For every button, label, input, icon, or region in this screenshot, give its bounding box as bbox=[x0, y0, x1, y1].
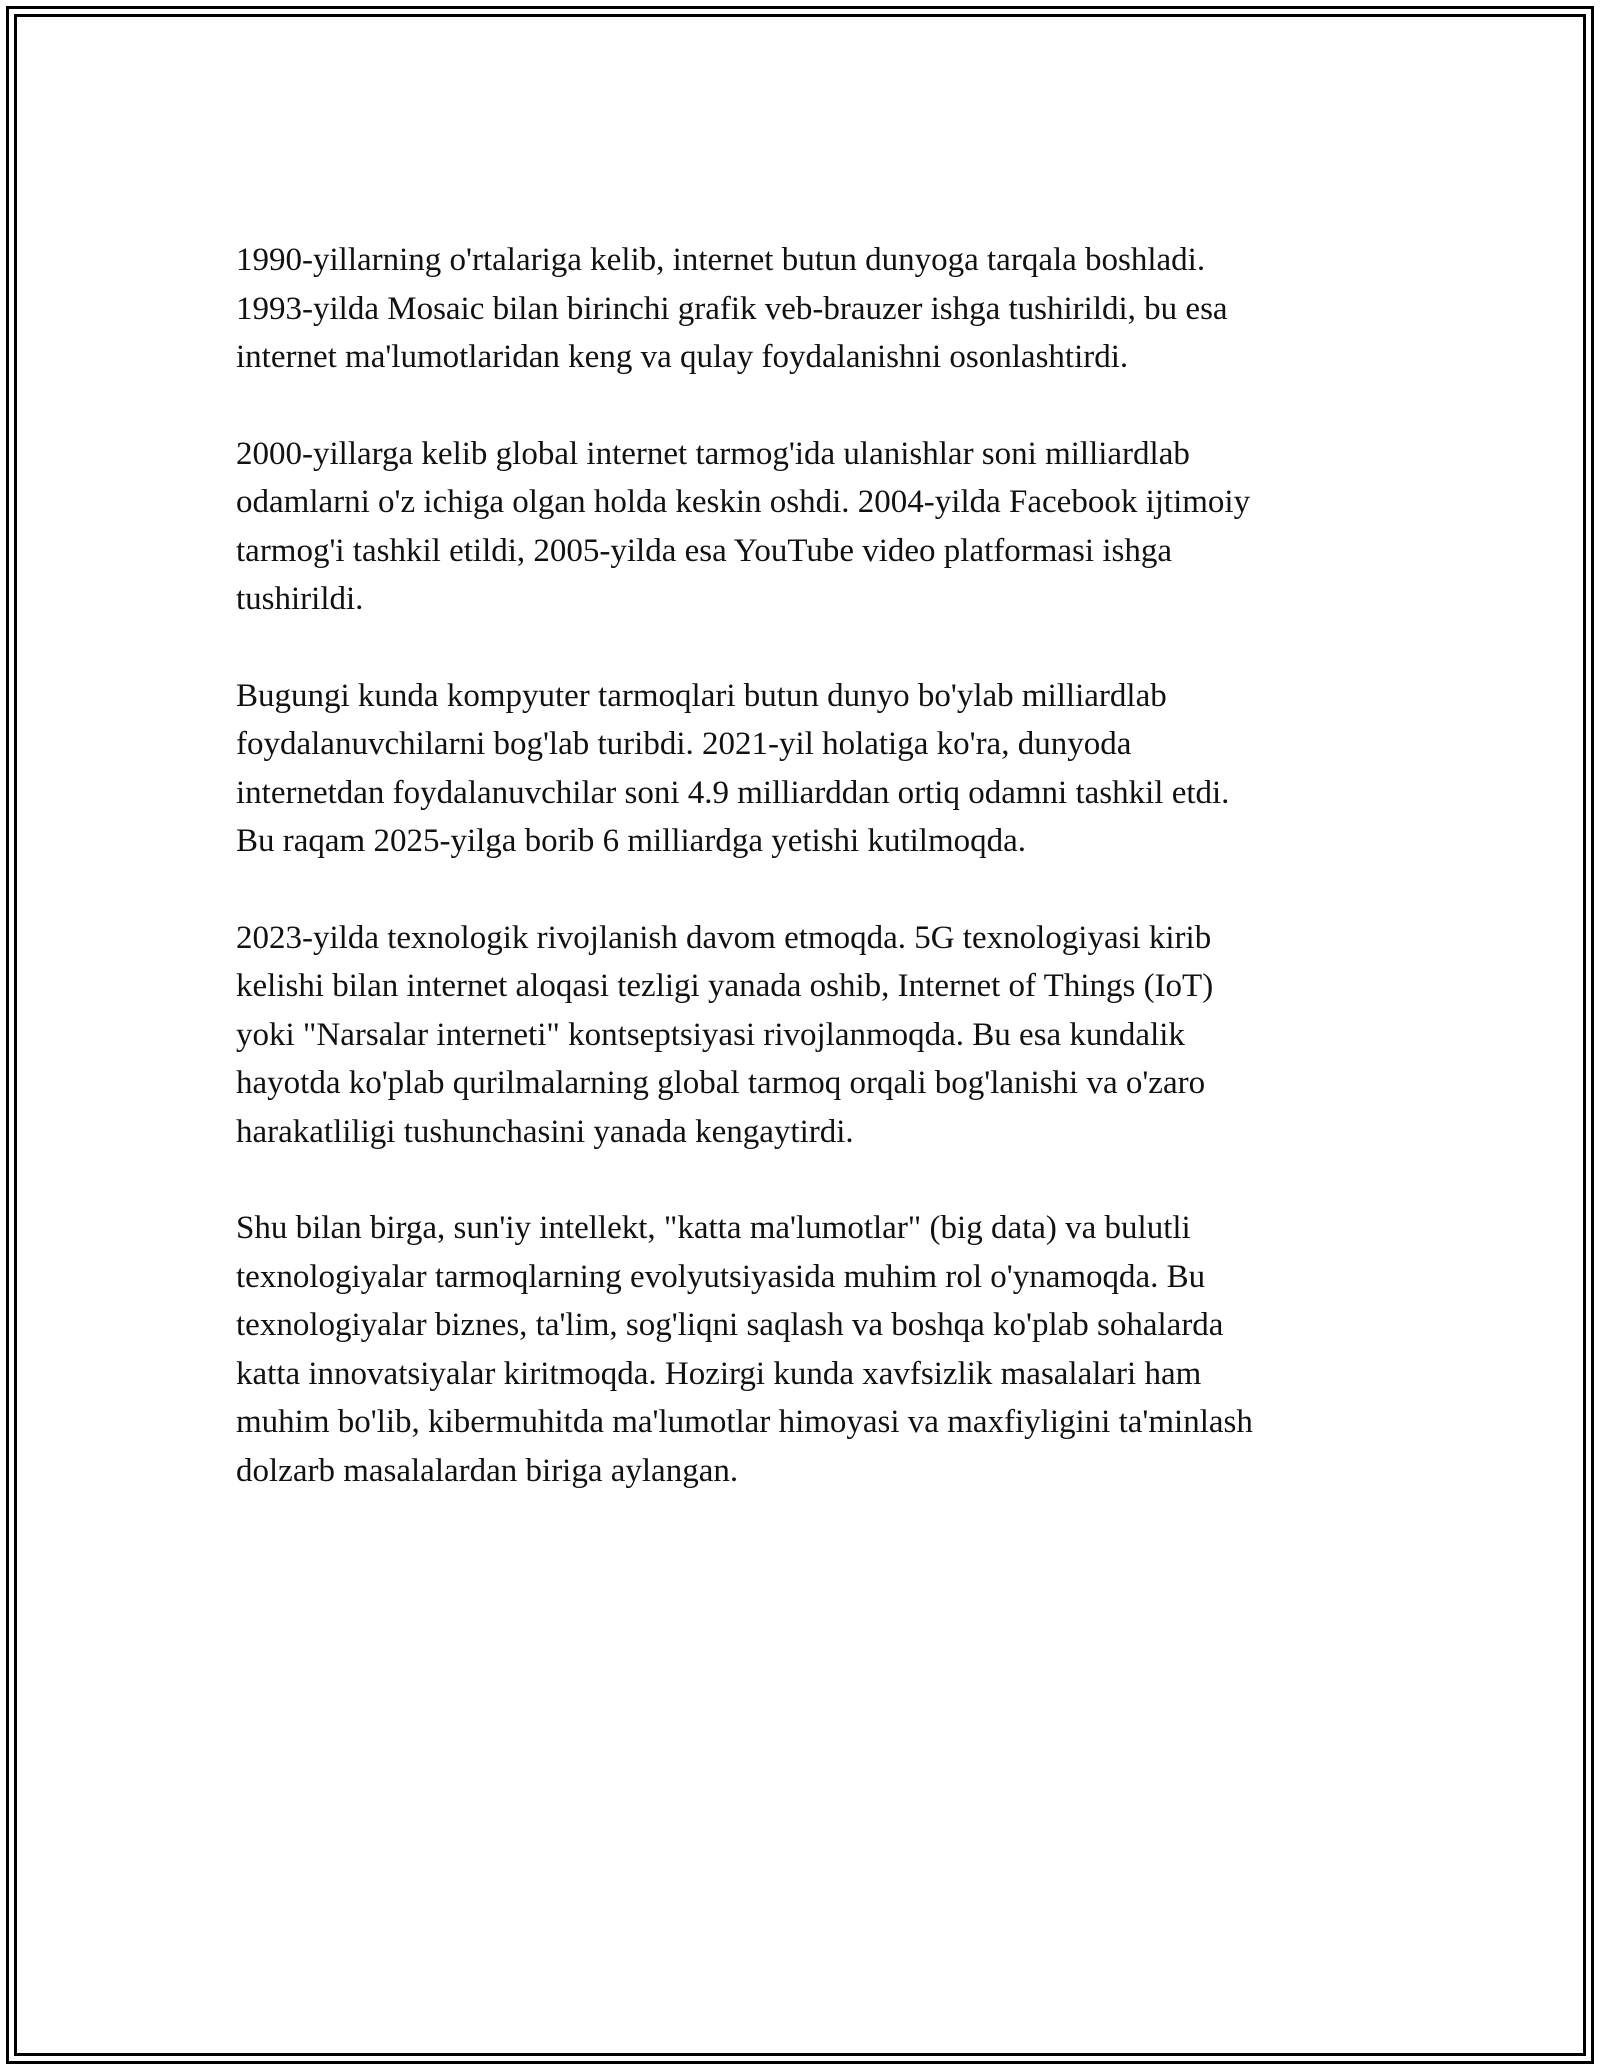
paragraph-4: 2023-yilda texnologik rivojlanish davom etmoqda. 5G texnologiyasi kirib kelishi bilan internet aloqasi tezligi yanada oshib, Internet of Things (IoT) yoki "Narsalar interneti" kontseptsiyasi rivojlanmoqda. Bu esa kundalik hayotda ko'plab qurilmalarning global tarmoq orqali bog'lanishi va o'zaro harakatliligi tushunchasini yanada kengaytirdi. bbox=[236, 919, 1214, 1150]
paragraph-5: Shu bilan birga, sun'iy intellekt, "katta ma'lumotlar" (big data) va bulutli texnologiyalar tarmoqlarning evolyutsiyasida muhim rol o'ynamoqda. Bu texnologiyalar biznes, ta'lim, sog'liqni saqlash va boshqa ko'plab sohalarda katta innovatsiyalar kiritmoqda. Hozirgi kunda xavfsizlik masalalari ham muhim bo'lib, kibermuhitda ma'lumotlar himoyasi va maxfiyligini ta'minlash dolzarb masalalardan biriga aylangan. bbox=[236, 1210, 1253, 1489]
paragraph-2: 2000-yillarga kelib global internet tarmog'ida ulanishlar soni milliardlab odamlarni o'z ichiga olgan holda keskin oshdi. 2004-yilda Facebook ijtimoiy tarmog'i tashkil etildi, 2005-yilda esa YouTube video platformasi ishga tushirildi. bbox=[236, 435, 1251, 617]
paragraph-3: Bugungi kunda kompyuter tarmoqlari butun dunyo bo'ylab milliardlab foydalanuvchilarni bog'lab turibdi. 2021-yil holatiga ko'ra, dunyoda internetdan foydalanuvchilar soni 4.9 milliarddan ortiq odamni tashkil etdi. Bu raqam 2025-yilga borib 6 milliardga yetishi kutilmoqda. bbox=[236, 677, 1230, 859]
document-body bbox=[236, 236, 1396, 1543]
paragraph-1: 1990-yillarning o'rtalariga kelib, internet butun dunyoga tarqala boshladi. 1993-yilda Mosaic bilan birinchi grafik veb-brauzer ishga tushirildi, bu esa internet ma'lumotlaridan keng va qulay foydalanishni osonlashtirdi. bbox=[236, 242, 1228, 375]
